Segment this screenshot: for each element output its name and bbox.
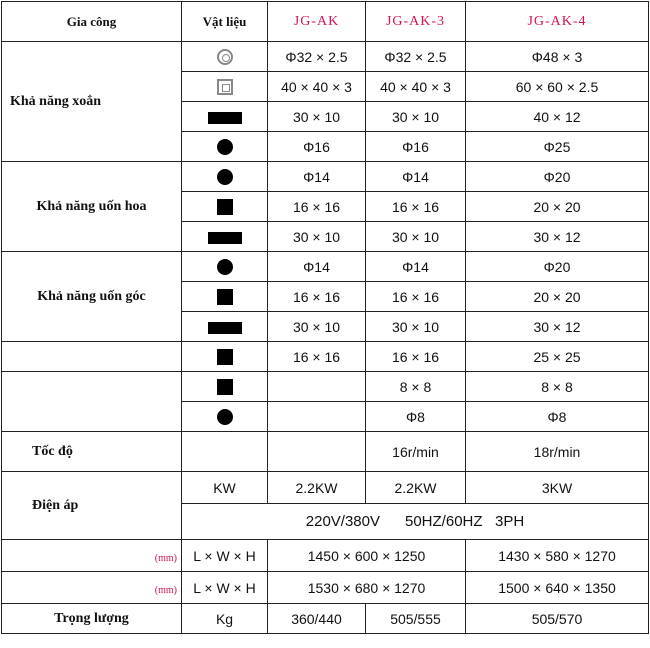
- dimension-row: [2, 572, 649, 604]
- value-cell: Φ25: [466, 132, 649, 162]
- value-cell: Φ16: [268, 132, 366, 162]
- value-cell: Φ32 × 2.5: [268, 42, 366, 72]
- power-supply: 220V/380V 50HZ/60HZ 3PH: [182, 504, 649, 540]
- value-cell: 16 × 16: [268, 282, 366, 312]
- material-cell: [182, 252, 268, 282]
- material-cell: [182, 282, 268, 312]
- value-cell: 60 × 60 × 2.5: [466, 72, 649, 102]
- value-cell: Φ20: [466, 162, 649, 192]
- value-cell: 16 × 16: [366, 192, 466, 222]
- table-row: [2, 372, 649, 402]
- value-cell: 40 × 12: [466, 102, 649, 132]
- value-cell: Φ14: [268, 162, 366, 192]
- value-cell: 8 × 8: [366, 372, 466, 402]
- dimension-value: 1430 × 580 × 1270: [466, 540, 649, 572]
- empty-cell: [182, 432, 268, 472]
- power-row: [2, 472, 649, 504]
- value-cell: 16 × 16: [366, 282, 466, 312]
- value-cell: 16 × 16: [268, 342, 366, 372]
- value-cell: 16 × 16: [268, 192, 366, 222]
- material-cell: [182, 102, 268, 132]
- value-cell: 30 × 10: [366, 312, 466, 342]
- unit-cell: Kg: [182, 604, 268, 634]
- square-bar-icon: [217, 379, 233, 395]
- value-cell: 3KW: [466, 472, 649, 504]
- value-cell: 2.2KW: [366, 472, 466, 504]
- value-cell: 30 × 10: [268, 222, 366, 252]
- material-cell: [182, 372, 268, 402]
- empty-category-cell: [2, 342, 182, 372]
- dimension-value: 1500 × 640 × 1350: [466, 572, 649, 604]
- header-model-1: JG-AK: [268, 2, 366, 42]
- category-voltage: Điện áp: [2, 472, 182, 540]
- category-weight: Trọng lượng: [2, 604, 182, 634]
- square-bar-icon: [217, 349, 233, 365]
- category-angle-bending: Khả năng uốn góc: [2, 252, 182, 342]
- value-cell: 30 × 10: [268, 312, 366, 342]
- round-bar-icon: [217, 169, 233, 185]
- square-bar-icon: [217, 199, 233, 215]
- value-cell: Φ48 × 3: [466, 42, 649, 72]
- material-cell: [182, 402, 268, 432]
- empty-category-cell: [2, 372, 182, 432]
- flat-bar-icon: [208, 322, 242, 334]
- value-cell: 8 × 8: [466, 372, 649, 402]
- value-cell: 30 × 12: [466, 222, 649, 252]
- table-row: [2, 342, 649, 372]
- value-cell: 16r/min: [366, 432, 466, 472]
- value-cell: 40 × 40 × 3: [366, 72, 466, 102]
- table-row: [2, 162, 649, 192]
- value-cell: Φ20: [466, 252, 649, 282]
- dimension-unit: (mm): [2, 540, 182, 572]
- value-cell: [268, 372, 366, 402]
- square-tube-icon: [217, 79, 233, 95]
- speed-row: [2, 432, 649, 472]
- value-cell: [268, 402, 366, 432]
- material-cell: [182, 132, 268, 162]
- value-cell: Φ8: [466, 402, 649, 432]
- dimension-row: [2, 540, 649, 572]
- weight-row: [2, 604, 649, 634]
- header-model-3: JG-AK-4: [466, 2, 649, 42]
- flat-bar-icon: [208, 232, 242, 244]
- value-cell: 40 × 40 × 3: [268, 72, 366, 102]
- header-material: Vật liệu: [182, 2, 268, 42]
- value-cell: 505/570: [466, 604, 649, 634]
- material-cell: [182, 192, 268, 222]
- value-cell: Φ14: [366, 252, 466, 282]
- header-processing: Gia công: [2, 2, 182, 42]
- value-cell: 20 × 20: [466, 192, 649, 222]
- table-row: [2, 42, 649, 72]
- unit-cell: KW: [182, 472, 268, 504]
- material-cell: [182, 162, 268, 192]
- dimension-label: L × W × H: [182, 572, 268, 604]
- round-bar-icon: [217, 259, 233, 275]
- value-cell: 505/555: [366, 604, 466, 634]
- value-cell: Φ14: [268, 252, 366, 282]
- value-cell: Φ14: [366, 162, 466, 192]
- table-row: [2, 252, 649, 282]
- value-cell: Φ16: [366, 132, 466, 162]
- material-cell: [182, 42, 268, 72]
- material-cell: [182, 312, 268, 342]
- value-cell: 20 × 20: [466, 282, 649, 312]
- value-cell: 30 × 10: [366, 102, 466, 132]
- value-cell: 25 × 25: [466, 342, 649, 372]
- dimension-value: 1530 × 680 × 1270: [268, 572, 466, 604]
- category-speed: Tốc độ: [2, 432, 182, 472]
- value-cell: 18r/min: [466, 432, 649, 472]
- material-cell: [182, 342, 268, 372]
- round-bar-icon: [217, 139, 233, 155]
- material-cell: [182, 72, 268, 102]
- dimension-label: L × W × H: [182, 540, 268, 572]
- pipe-icon: [217, 49, 233, 65]
- material-cell: [182, 222, 268, 252]
- value-cell: 30 × 10: [268, 102, 366, 132]
- value-cell: 360/440: [268, 604, 366, 634]
- header-row: [2, 2, 649, 42]
- value-cell: 2.2KW: [268, 472, 366, 504]
- dimension-value: 1450 × 600 × 1250: [268, 540, 466, 572]
- dimension-unit: (mm): [2, 572, 182, 604]
- category-twist: Khả năng xoắn: [2, 42, 182, 162]
- value-cell: Φ32 × 2.5: [366, 42, 466, 72]
- category-flower-bending: Khả năng uốn hoa: [2, 162, 182, 252]
- value-cell: 30 × 10: [366, 222, 466, 252]
- header-model-2: JG-AK-3: [366, 2, 466, 42]
- square-bar-icon: [217, 289, 233, 305]
- value-cell: [268, 432, 366, 472]
- value-cell: Φ8: [366, 402, 466, 432]
- value-cell: 30 × 12: [466, 312, 649, 342]
- flat-bar-icon: [208, 112, 242, 124]
- value-cell: 16 × 16: [366, 342, 466, 372]
- round-bar-icon: [217, 409, 233, 425]
- spec-table: [1, 1, 649, 634]
